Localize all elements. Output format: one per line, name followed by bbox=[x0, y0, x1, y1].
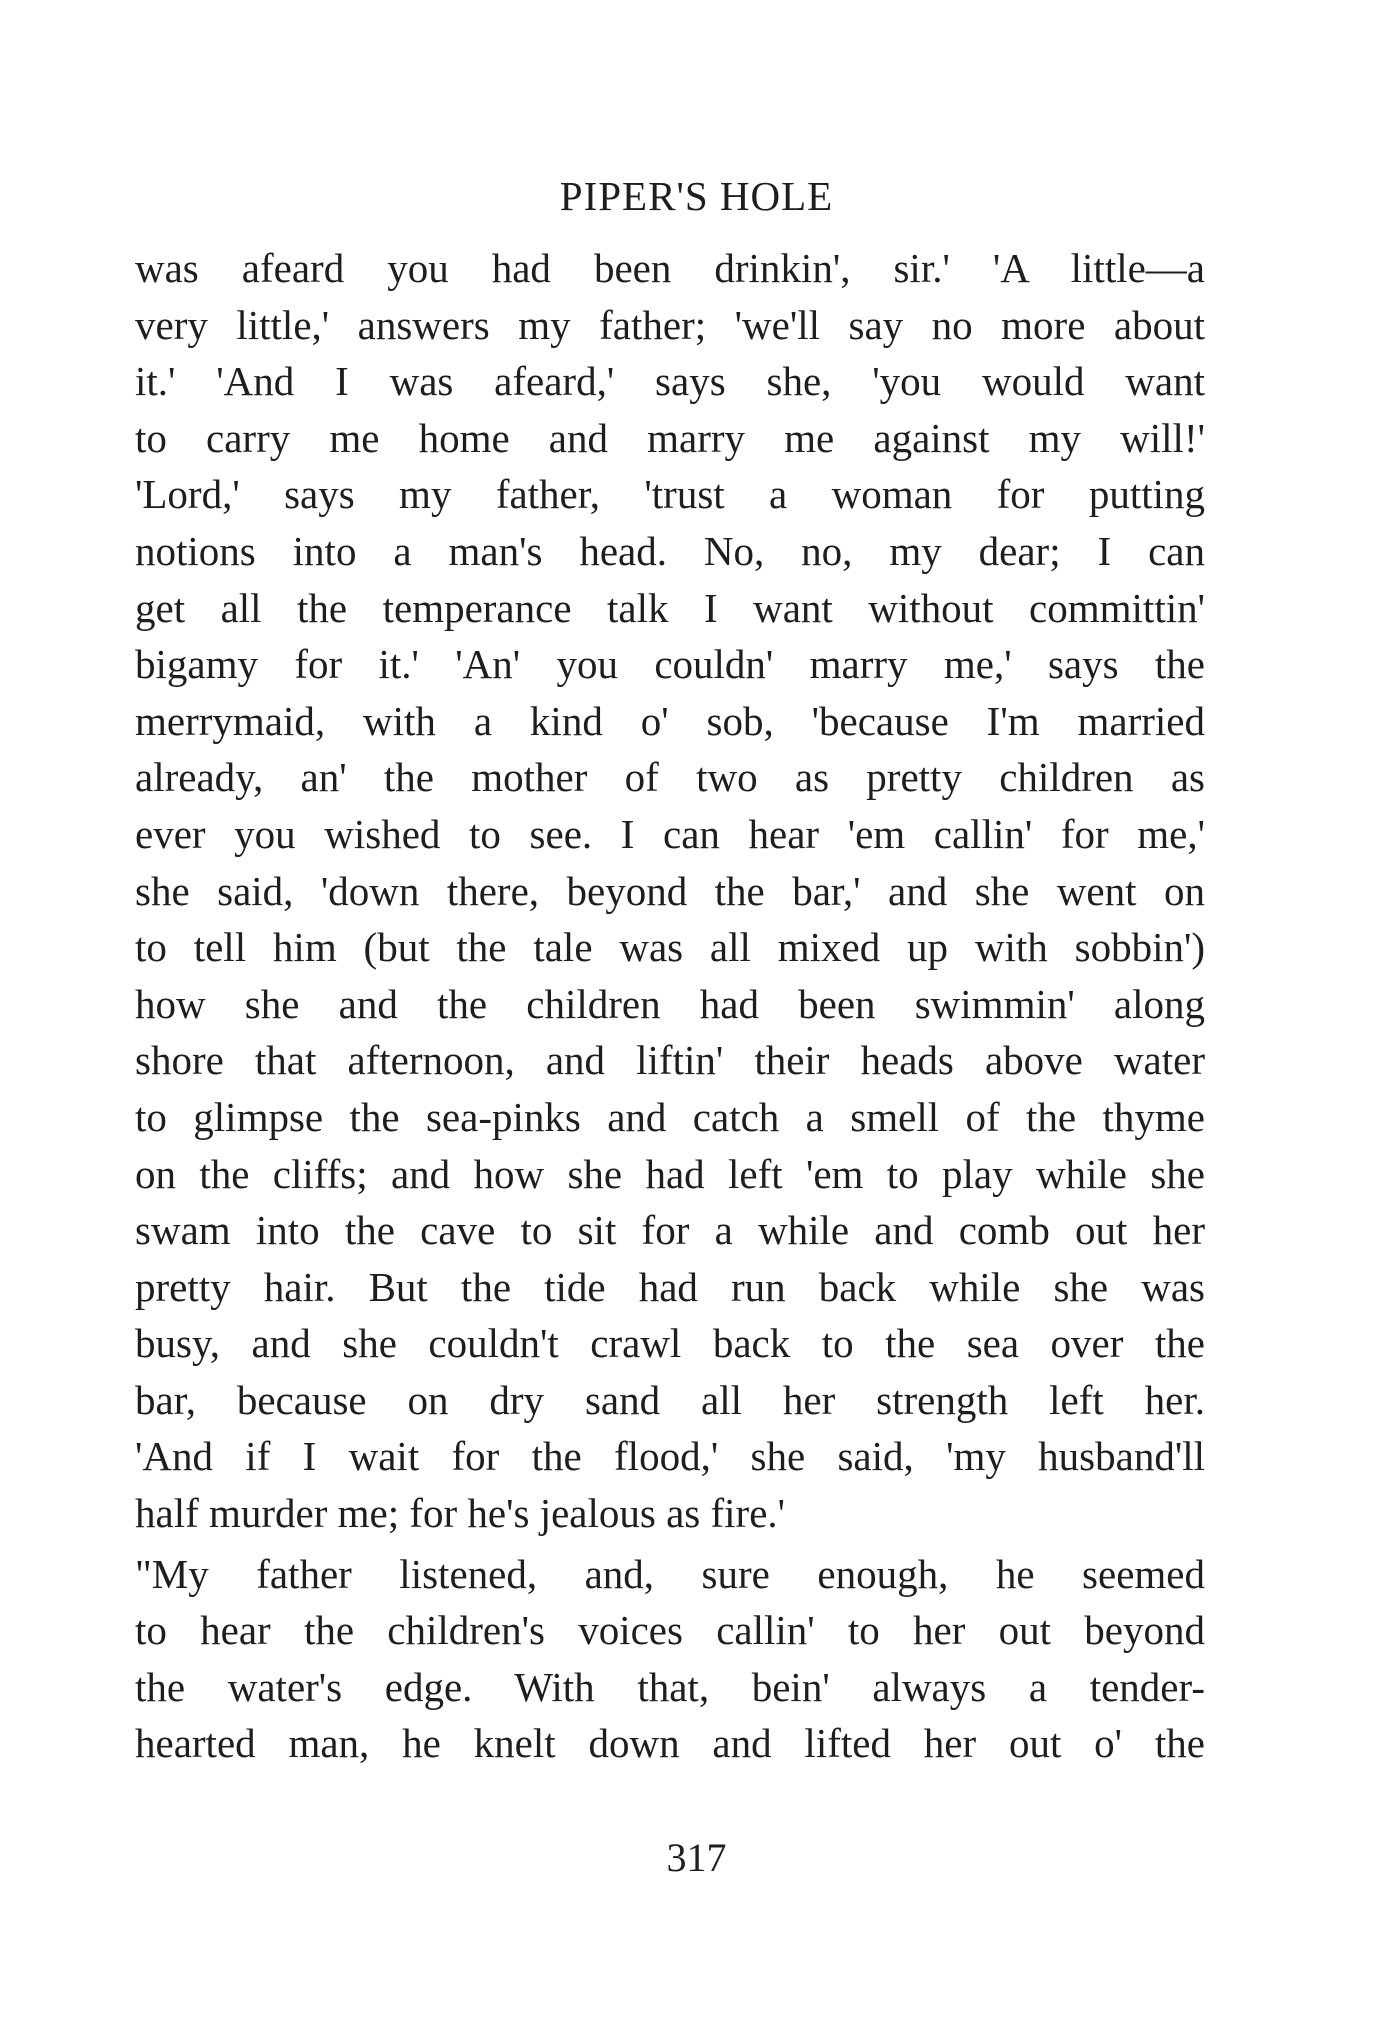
body-text bbox=[135, 240, 1205, 1772]
running-head: PIPER'S HOLE bbox=[559, 173, 834, 219]
paragraph bbox=[135, 240, 1205, 1542]
text-line: to hear the children's voices callin' to her out beyond bbox=[135, 1607, 1205, 1654]
text-line: 'And if I wait for the flood,' she said, 'my husband'll bbox=[135, 1433, 1205, 1480]
text-line: it.' 'And I was afeard,' says she, 'you would want bbox=[135, 358, 1205, 405]
text-line: very little,' answers my father; 'we'll say no more about bbox=[135, 301, 1205, 348]
text-line: bigamy for it.' 'An' you couldn' marry me,' says the bbox=[135, 641, 1205, 688]
text-line: she said, 'down there, beyond the bar,' and she went on bbox=[135, 867, 1205, 914]
text-line: the water's edge. With that, bein' always a tender- bbox=[135, 1663, 1205, 1710]
text-line: on the cliffs; and how she had left 'em to play while she bbox=[135, 1150, 1205, 1197]
text-line: bar, because on dry sand all her strength left her. bbox=[135, 1376, 1205, 1423]
text-line: busy, and she couldn't crawl back to the sea over the bbox=[135, 1320, 1205, 1367]
text-line: to glimpse the sea-pinks and catch a smell of the thyme bbox=[135, 1093, 1205, 1140]
text-line: to tell him (but the tale was all mixed up with sobbin') bbox=[135, 924, 1205, 971]
text-line: how she and the children had been swimmin' along bbox=[135, 980, 1205, 1027]
text-line: pretty hair. But the tide had run back while she was bbox=[135, 1263, 1205, 1310]
text-line: notions into a man's head. No, no, my dear; I can bbox=[135, 527, 1205, 574]
text-line: to carry me home and marry me against my will!' bbox=[135, 414, 1205, 461]
page-number: 317 bbox=[666, 1835, 727, 1880]
text-line: was afeard you had been drinkin', sir.' 'A little—a bbox=[135, 245, 1205, 291]
text-line: 'Lord,' says my father, 'trust a woman for putting bbox=[135, 471, 1205, 518]
text-line: "My father listened, and, sure enough, he seemed bbox=[135, 1550, 1205, 1597]
paragraph bbox=[135, 1546, 1205, 1772]
text-line: shore that afternoon, and liftin' their heads above water bbox=[135, 1037, 1205, 1084]
text-line: hearted man, he knelt down and lifted her out o' the bbox=[135, 1720, 1205, 1767]
text-line: ever you wished to see. I can hear 'em callin' for me,' bbox=[135, 810, 1205, 857]
text-line: merrymaid, with a kind o' sob, 'because I'm married bbox=[135, 697, 1205, 744]
text-line: half murder me; for he's jealous as fire.' bbox=[135, 1490, 786, 1537]
text-line: swam into the cave to sit for a while and comb out her bbox=[135, 1207, 1205, 1254]
text-line: already, an' the mother of two as pretty children as bbox=[135, 754, 1205, 801]
text-line: get all the temperance talk I want without committin' bbox=[135, 584, 1205, 631]
